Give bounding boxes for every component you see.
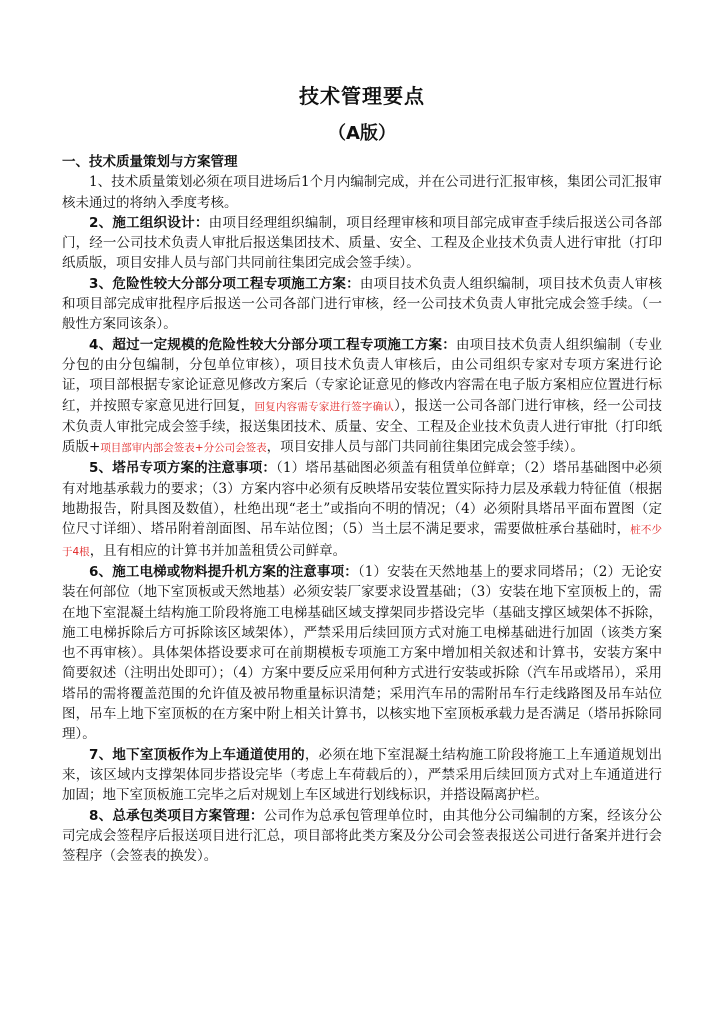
- item-4-text-b: ），报送一公司各部门进行审核，经一公司技术负责人审批完成会签手续，报送集团技术、质量、安全、工程及企业技术负责人进行审批（打印纸质版+: [62, 397, 663, 456]
- item-8-heading: 总承包类项目方案管理：: [112, 807, 264, 824]
- item-4-text-c: ，项目安排人员与部门共同前往集团完成会签手续）。: [266, 439, 584, 456]
- item-7-heading: 地下室顶板作为上车通道使用的: [112, 746, 305, 763]
- item-4: [62, 335, 662, 459]
- item-7-number: 7、: [89, 746, 113, 763]
- item-4-text-a: 由项目技术负责人组织编制（专业分包的由分包编制，分包单位审核），项目技术负责人审核后，由公司组织专家对专项方案进行论证，项目部根据专家论证意见修改方案后（专家论证意见的修改内容需在电子版方案相应位置进行标红，并按照专家意见进行回复，: [62, 336, 662, 414]
- item-6-text: （1）安装在天然地基上的要求同塔吊；（2）无论安装在何部位（地下室顶板或天然地基）必须安装厂家要求设置基础；（3）安装在地下室顶板上的，需在地下室混凝土结构施工阶段将施工电梯基础区域支撑架同步搭设完毕（基础支撑区域架体不拆除，施工电梯拆除后方可拆除该区域架体），严禁采用后续回顶方式对施工电梯基础进行加固（该类方案也不再审核）。具体架体搭设要求可在前期模板专项施工方案中增加相关叙述和计算书，安装方案中简要叙述（注明出处即可）；（4）方案中要反应采用何种方式进行安装或拆除（汽车吊或塔吊），采用塔吊的需将覆盖范围的允许值及被吊物重量标识清楚；采用汽车吊的需附吊车行走线路图及吊车站位图，吊车上地下室顶板的在方案中附上相关计算书，以核实地下室顶板承载力是否满足（塔吊拆除同理）。: [62, 563, 662, 743]
- document-page: [62, 80, 662, 866]
- item-5-text-a: （1）塔吊基础图必须盖有租赁单位鲜章；（2）塔吊基础图中必须有对地基承载力的要求；（3）方案内容中必须有反映塔吊安装位置实际持力层及承载力特征值（根据地勘报告，附具图及数值），杜绝出现“老土”或指向不明的情况；（4）必须附具塔吊平面布置图（定位尺寸详细）、塔吊附着剖面图、吊车站位图；（5）当土层不满足要求，需要做桩承台基础时，: [62, 460, 662, 538]
- item-3-text: 由项目技术负责人组织编制，项目技术负责人审核和项目部完成审批程序后报送一公司各部门进行审核，经一公司技术负责人审批完成会签手续。（一般性方案同该条）。: [62, 275, 662, 333]
- item-4-red-note-a: 回复内容需专家进行签字确认: [254, 400, 395, 413]
- item-1: [62, 172, 662, 213]
- item-2-heading: 施工组织设计：: [112, 214, 209, 231]
- item-3-number: 3、: [89, 275, 113, 292]
- item-5-red-note: 桩不少于4根: [62, 524, 663, 558]
- item-7-text: ，必须在地下室混凝土结构施工阶段将施工上车通道规划出来，该区域内支撑架体同步搭设完毕（考虑上车荷载后的），严禁采用后续回顶方式对上车通道进行加固；地下室顶板施工完毕之后对规划上车区域进行划线标识，并搭设隔离护栏。: [62, 746, 662, 804]
- item-6-number: 6、: [89, 563, 113, 580]
- item-4-heading: 超过一定规模的危险性较大分部分项工程专项施工方案：: [112, 336, 457, 353]
- item-6: [62, 562, 662, 745]
- item-5-number: 5、: [89, 460, 113, 477]
- item-2: [62, 213, 662, 274]
- item-2-number: 2、: [89, 214, 113, 231]
- item-3: [62, 274, 662, 335]
- item-5-text-b: ，且有相应的计算书并加盖租赁公司鲜章。: [89, 542, 347, 559]
- item-1-text: 1、技术质量策划必须在项目进场后1个月内编制完成，并在公司进行汇报审核，集团公司汇报审核未通过的将纳入季度考核。: [62, 174, 662, 211]
- item-8-number: 8、: [89, 807, 113, 824]
- item-5: [62, 458, 662, 561]
- item-8: [62, 806, 662, 867]
- document-subtitle: （A版）: [328, 123, 396, 144]
- item-6-heading: 施工电梯或物料提升机方案的注意事项：: [112, 563, 358, 580]
- item-2-text: 由项目经理组织编制，项目经理审核和项目部完成审查手续后报送公司各部门，经一公司技术负责人审批后报送集团技术、质量、安全、工程及企业技术负责人进行审批（打印纸质版，项目安排人员与部门共同前往集团完成会签手续）。: [62, 214, 663, 272]
- document-title: 技术管理要点: [299, 84, 425, 108]
- item-4-red-note-b: 项目部审内部会签表+分公司会签表: [100, 442, 267, 455]
- section-heading: 一、技术质量策划与方案管理: [62, 154, 238, 170]
- item-8-text: 公司作为总承包管理单位时，由其他分公司编制的方案，经该分公司完成会签程序后报送项目进行汇总，项目部将此类方案及分公司会签表报送公司进行备案并进行会签程序（会签表的换发）。: [62, 807, 663, 865]
- item-3-heading: 危险性较大分部分项工程专项施工方案：: [112, 275, 360, 292]
- item-4-number: 4、: [89, 336, 113, 353]
- item-7: [62, 745, 662, 806]
- item-5-heading: 塔吊专项方案的注意事项：: [112, 460, 276, 477]
